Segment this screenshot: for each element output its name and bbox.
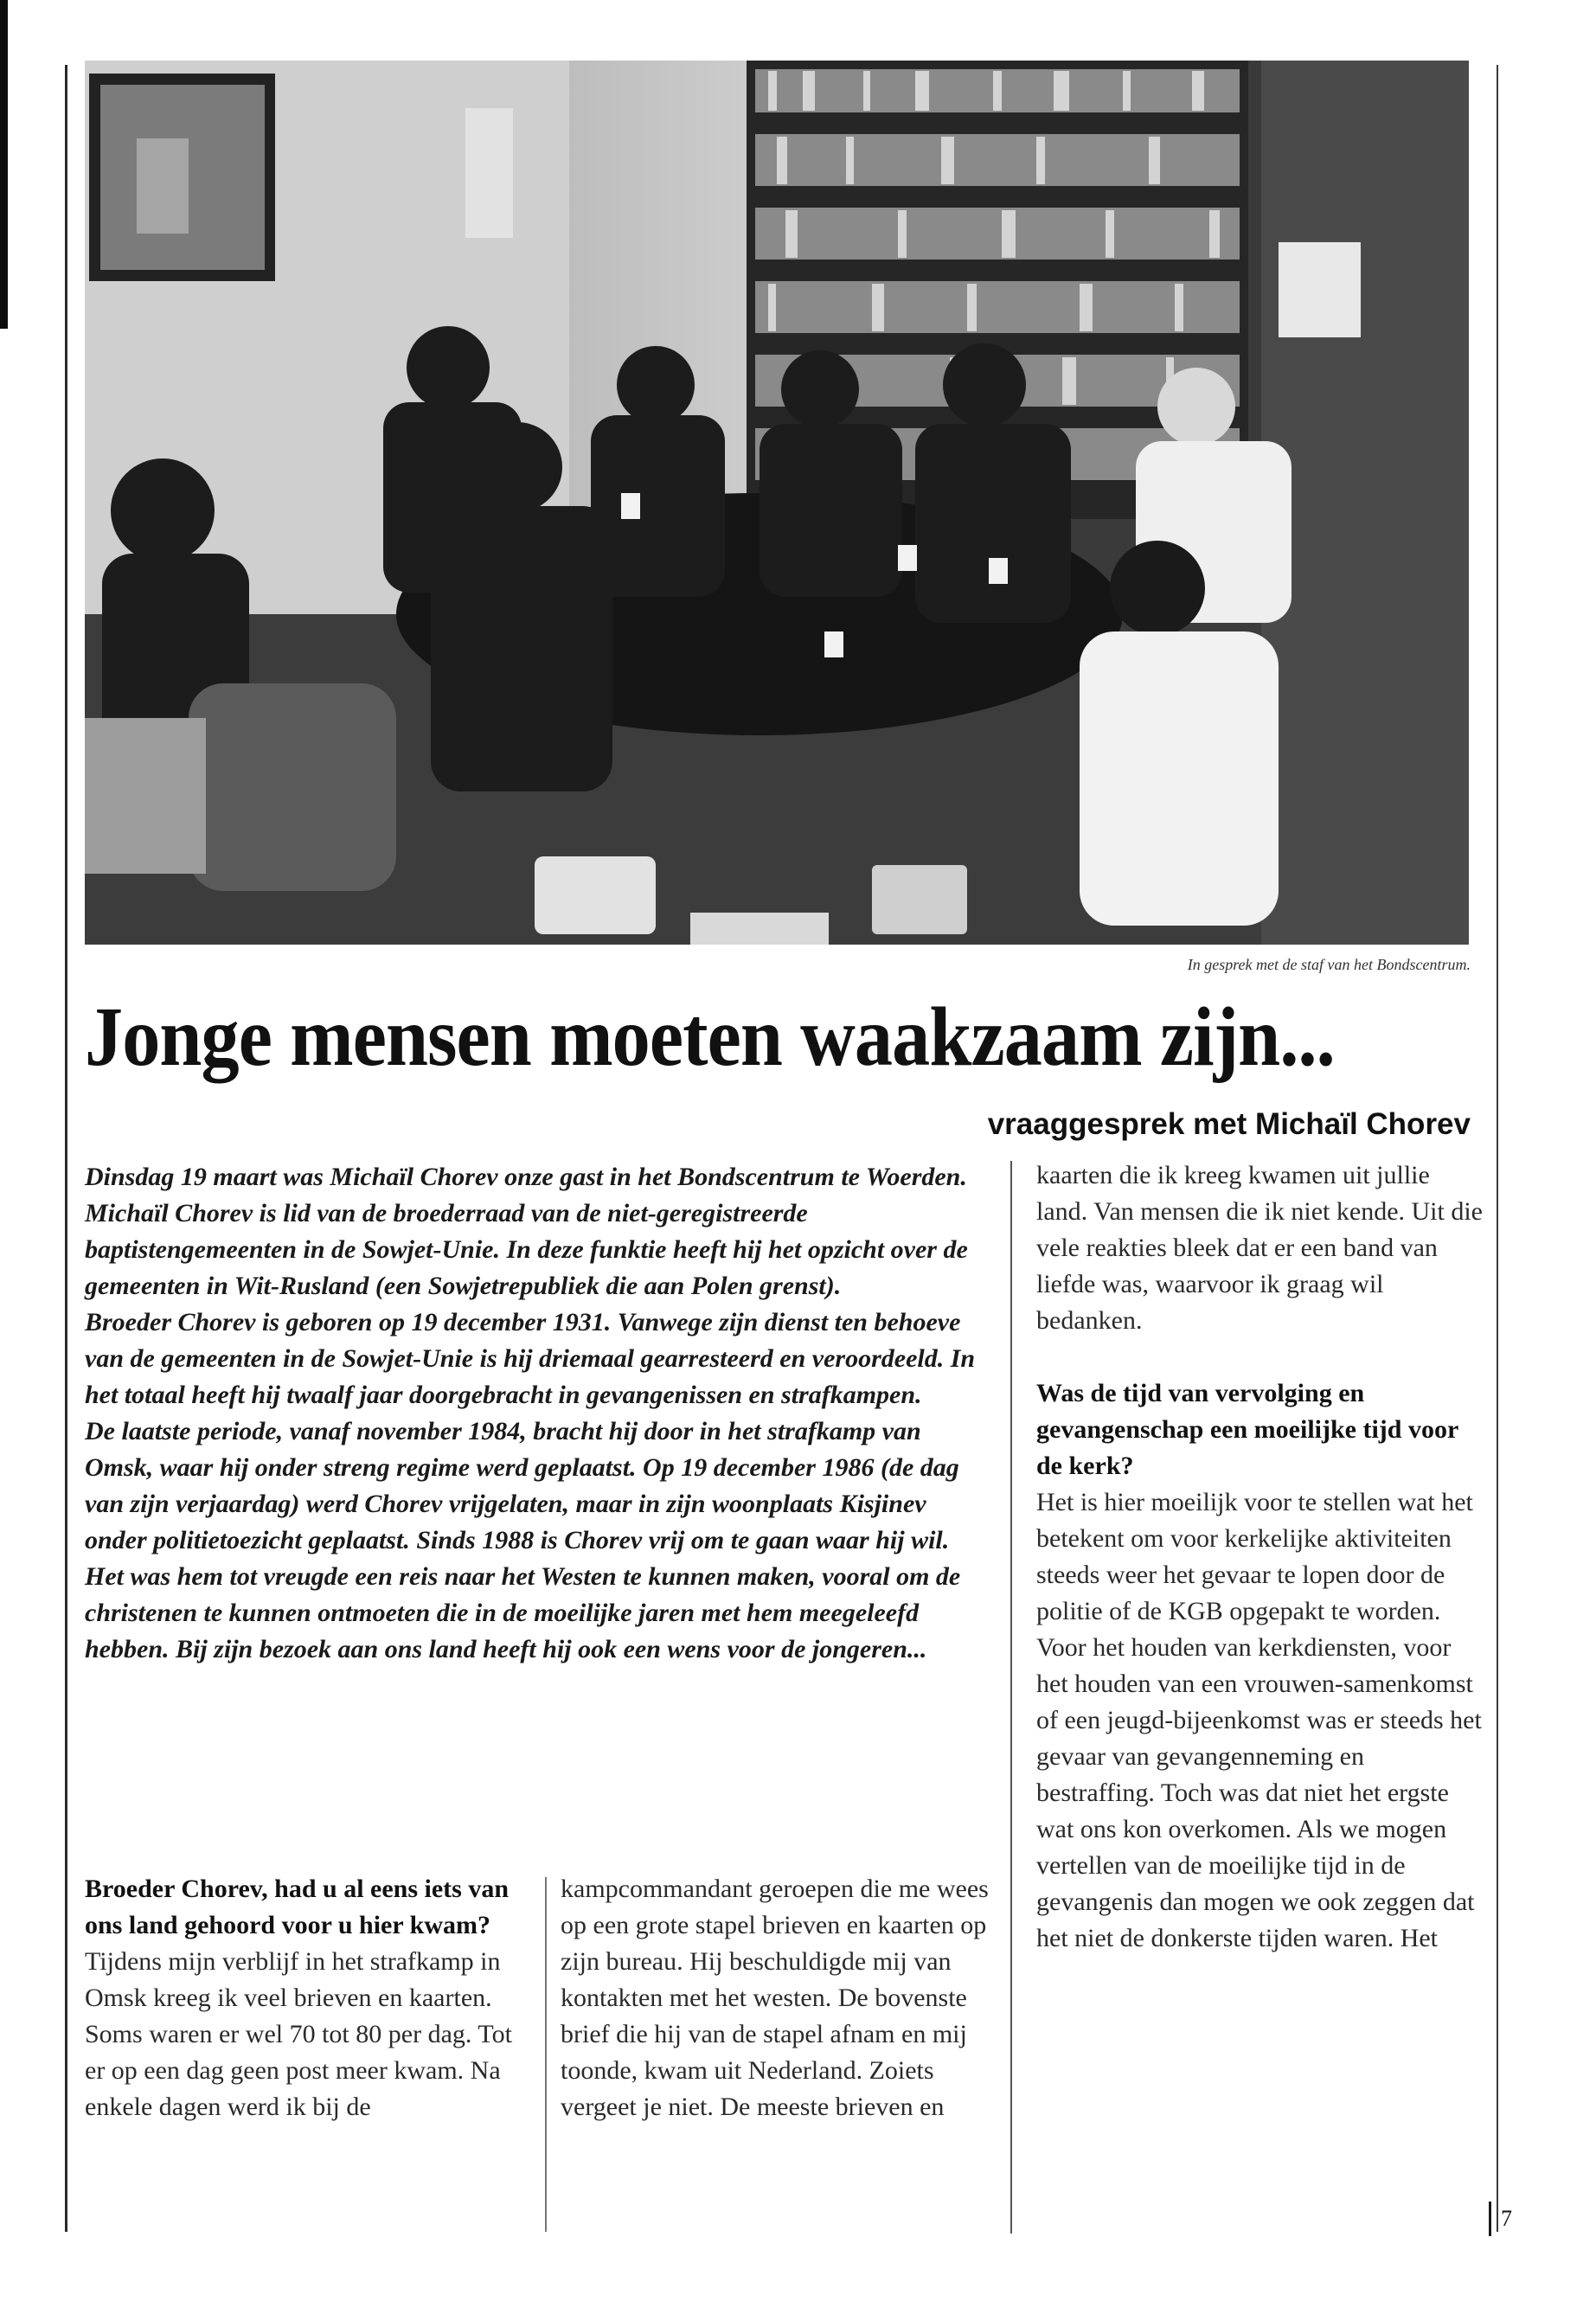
article-headline: Jonge mensen moeten waakzaam zijn... [85,990,1335,1084]
interview-answer-continued: kampcommandant geroepen die me wees op een grote stapel brieven en kaarten op zijn bureau. Hij beschuldigde mij van kontakten met het westen. De bovenste brief die hij van de stapel afnam en mij toonde, kwam uit Nederland. Zoiets vergeet je niet. De meeste brieven en [561,1875,989,2121]
article-column-1 [85,1871,517,2125]
article-column-2 [561,1871,993,2125]
interview-question: Broeder Chorev, had u al eens iets van ons land gehoord voor u hier kwam? [85,1875,510,1939]
left-margin-rule [65,65,67,2232]
intro-paragraph-1: Dinsdag 19 maart was Michaïl Chorev onze gast in het Bondscentrum te Woerden. Michaïl Chorev is lid van de broederraad van de niet-geregistreerde baptistengemeenten in de Sowjet-Unie. In deze funktie heeft hij het opzicht over de gemeenten in Wit-Rusland (een Sowjetrepubliek die aan Polen grenst). [85,1163,968,1300]
right-margin-rule [1497,65,1498,2232]
page-corner-mark [1489,2202,1491,2236]
interview-answer-continued: kaarten die ik kreeg kwamen uit jullie land. Van mensen die ik niet kende. Uit die vele reakties bleek dat er een band van liefde was, waarvoor ik graag wil bedanken. [1036,1161,1483,1335]
column-divider-lower [545,1877,547,2232]
article-subtitle: vraaggesprek met Michaïl Chorev [987,1107,1471,1141]
article-intro [85,1159,993,1668]
intro-paragraph-3: De laatste periode, vanaf november 1984, bracht hij door in het strafkamp van Omsk, waar hij onder streng regime werd geplaatst. Op 19 december 1986 (de dag van zijn verjaardag) werd Chorev vrijgelaten, maar in zijn woonplaats Kisjinev onder politietoezicht geplaatst. Sinds 1988 is Chorev vrij om te gaan waar hij wil. Het was hem tot vreugde een reis naar het Westen te kunnen maken, vooral om de christenen te kunnen ontmoeten die in de moeilijke jaren met hem meegeleefd hebben. Bij zijn bezoek aan ons land heeft hij ook een wens voor de jongeren... [85,1417,961,1663]
page-number: 7 [1501,2206,1512,2231]
interview-answer: Tijdens mijn verblijf in het strafkamp in Omsk kreeg ik veel brieven en kaarten. Soms waren er wel 70 tot 80 per dag. Tot er op een dag geen post meer kwam. Na enkele dagen werd ik bij de [85,1947,512,2121]
intro-paragraph-2: Broeder Chorev is geboren op 19 december 1931. Vanwege zijn dienst ten behoeve van de gemeenten in de Sowjet-Unie is hij driemaal gearresteerd en veroordeeld. In het totaal heeft hij twaalf jaar doorgebracht in gevangenissen en strafkampen. [85,1308,976,1409]
article-photo [85,61,1469,945]
column-divider [1010,1161,1012,2234]
article-column-3 [1036,1157,1486,1957]
interview-question: Was de tijd van vervolging en gevangenschap een moeilijke tijd voor de kerk? [1036,1379,1458,1480]
meeting-photo-illustration [85,61,1469,945]
page-edge-bar [0,0,8,329]
interview-answer: Het is hier moeilijk voor te stellen wat het betekent om voor kerkelijke aktiviteiten steeds weer het gevaar te lopen door de politie of de KGB opgepakt te worden. Voor het houden van kerkdiensten, voor het houden van een vrouwen-samenkomst of een jeugd-bijeenkomst was er steeds het gevaar van gevangenneming en bestraffing. Toch was dat niet het ergste wat ons kon overkomen. Als we mogen vertellen van de moeilijke tijd in de gevangenis dan mogen we ook zeggen dat het niet de donkerste tijden waren. Het [1036,1488,1482,1952]
photo-caption: In gesprek met de staf van het Bondscentrum. [1187,956,1471,973]
